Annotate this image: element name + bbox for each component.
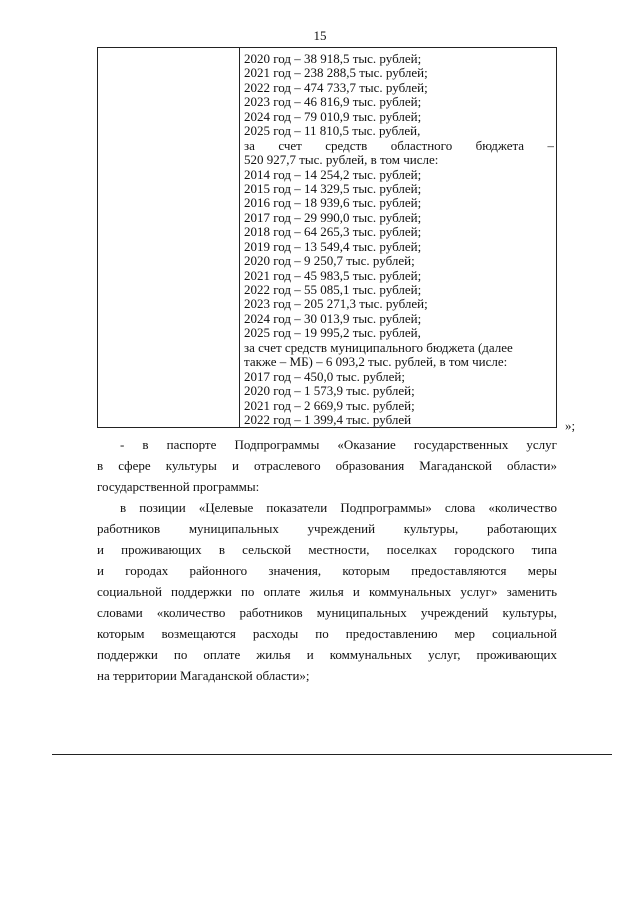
page-bottom-rule [52,754,612,755]
table-line: 2021 год – 238 288,5 тыс. рублей; [244,66,428,81]
table-line: 2023 год – 205 271,3 тыс. рублей; [244,297,428,312]
paragraph-line: словами «количество работников муниципальных учреждений культуры, [97,605,557,620]
closing-quote-mark: »; [565,418,576,433]
table-line: 2020 год – 38 918,5 тыс. рублей; [244,52,422,66]
page-number: 15 [313,28,327,43]
table-line: 2025 год – 11 810,5 тыс. рублей, [244,124,421,139]
table-line: 2023 год – 46 816,9 тыс. рублей; [244,95,422,110]
table-line: 2024 год – 79 010,9 тыс. рублей; [244,109,422,124]
table-line: 2024 год – 30 013,9 тыс. рублей; [244,311,422,326]
table-line: 2025 год – 19 995,2 тыс. рублей, [244,326,421,341]
paragraph-passport-subprogram [97,434,557,497]
paragraph-line: - в паспорте Подпрограммы «Оказание государственных услуг [120,437,557,452]
paragraph-line: на территории Магаданской области»; [97,668,310,683]
table-column-divider [239,48,240,427]
table-line: 2014 год – 14 254,2 тыс. рублей; [244,167,422,182]
paragraph-line: работников муниципальных учреждений культуры, работающих [97,521,557,536]
paragraph-line: социальной поддержки по оплате жилья и коммунальных услуг» заменить [97,584,557,599]
table-line: 2015 год – 14 329,5 тыс. рублей; [244,181,422,196]
table-line: 2020 год – 9 250,7 тыс. рублей; [244,254,415,269]
table-line: 2021 год – 2 669,9 тыс. рублей; [244,398,415,413]
table-line: 2016 год – 18 939,6 тыс. рублей; [244,196,422,211]
funding-cell [244,52,554,427]
table-line: 2020 год – 1 573,9 тыс. рублей; [244,384,415,399]
table-line: 2022 год – 474 733,7 тыс. рублей; [244,80,428,95]
budget-table [97,47,557,428]
table-line: 2019 год – 13 549,4 тыс. рублей; [244,239,422,254]
table-line: 2022 год – 1 399,4 тыс. рублей [244,412,412,427]
paragraph-target-indicators [97,497,557,686]
paragraph-line: поддержки по оплате жилья и коммунальных услуг, проживающих [97,647,557,662]
paragraph-line: государственной программы: [97,479,260,494]
table-line: 2018 год – 64 265,3 тыс. рублей; [244,225,422,240]
table-line: 2022 год – 55 085,1 тыс. рублей; [244,283,422,297]
paragraph-line: в позиции «Целевые показатели Подпрограммы» слова «количество [120,500,557,515]
table-line: 2017 год – 29 990,0 тыс. рублей; [244,210,422,225]
table-line: за счет средств муниципального бюджета (далее [244,340,513,355]
table-line: 2021 год – 45 983,5 тыс. рублей; [244,268,422,283]
table-line: также – МБ) – 6 093,2 тыс. рублей, в том числе: [244,355,508,370]
paragraph-line: в сфере культуры и отраслевого образования Магаданской области» [97,458,557,473]
table-line: 520 927,7 тыс. рублей, в том числе: [244,153,439,168]
table-line: 2017 год – 450,0 тыс. рублей; [244,369,405,384]
paragraph-line: которым возмещаются расходы по предоставлению мер социальной [97,626,557,641]
table-line: за счет средств областного бюджета – [244,138,554,153]
paragraph-line: и проживающих в сельской местности, поселках городского типа [97,542,557,557]
paragraph-line: и городах районного значения, которым предоставляются меры [97,563,557,578]
